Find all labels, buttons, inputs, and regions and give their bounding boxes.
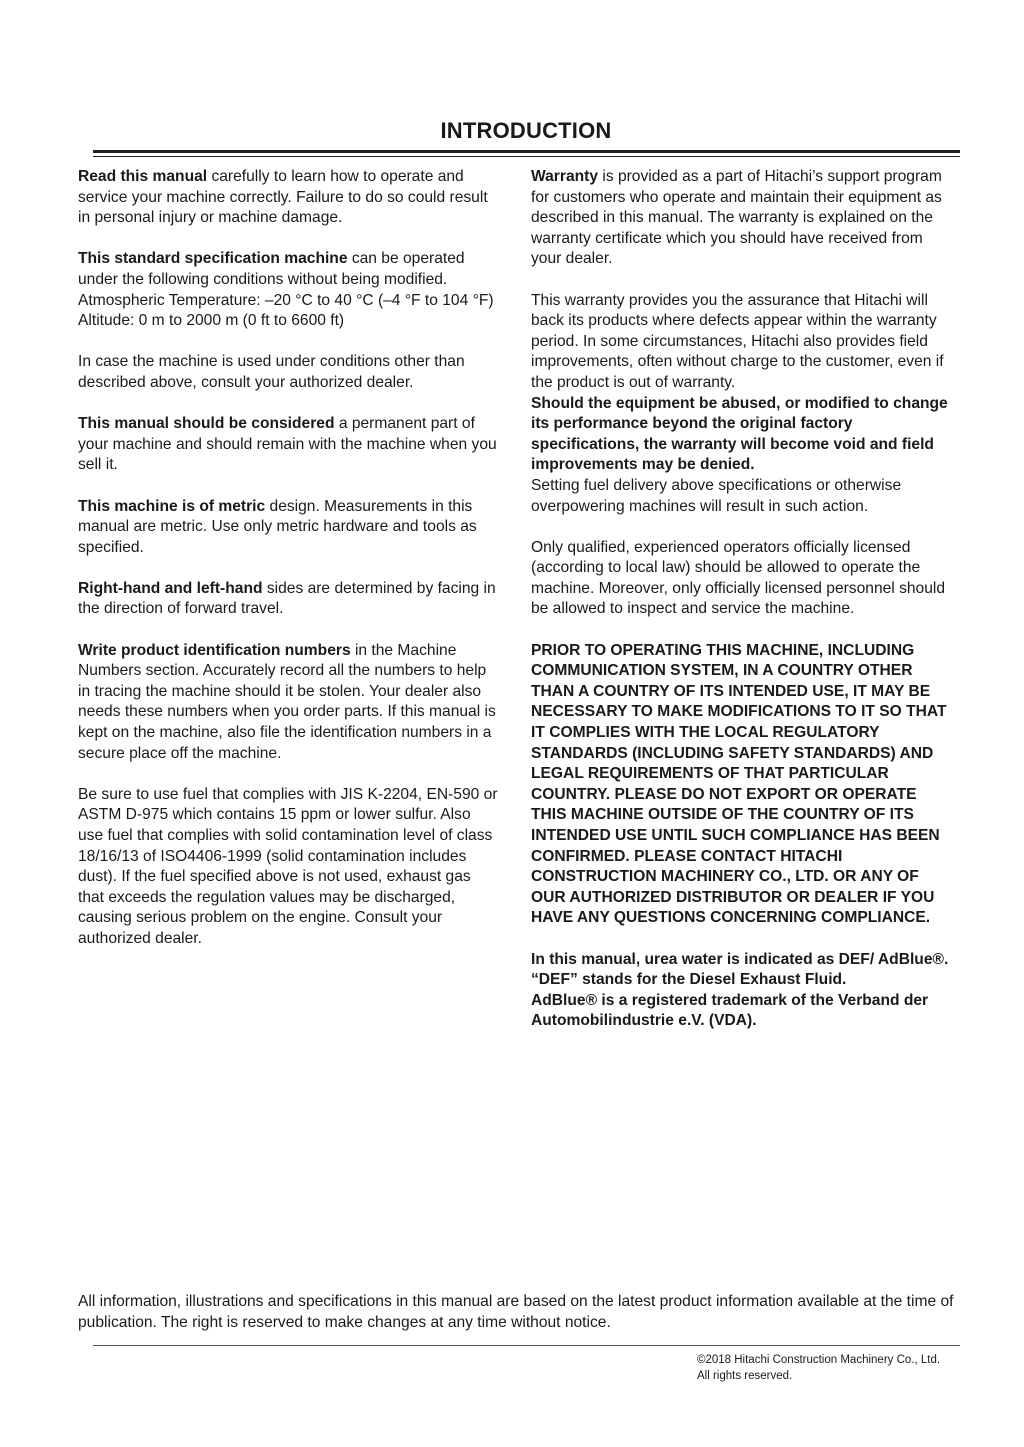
def-line: In this manual, urea water is indicated as DEF/ AdBlue®. bbox=[531, 950, 949, 968]
paragraph-lead: Read this manual bbox=[78, 168, 208, 185]
copyright-line: ©2018 Hitachi Construction Machinery Co., Ltd. bbox=[697, 1354, 941, 1366]
def-line: “DEF” stands for the Diesel Exhaust Fluid. bbox=[531, 971, 847, 989]
metric-design-paragraph bbox=[78, 497, 498, 559]
right-column bbox=[531, 167, 953, 1032]
title-rule-thick bbox=[93, 150, 960, 153]
paragraph-text: This warranty provides you the assurance that Hitachi will back its products where defects appear within the warranty period. In some circumstances, Hitachi also provides field improvements, often without charge to the customer, even if the product is out of warranty. bbox=[531, 291, 944, 391]
paragraph-text: design. Measurements in this manual are metric. Use only metric hardware and tools as specified. bbox=[78, 497, 477, 556]
fuel-paragraph: Be sure to use fuel that complies with JIS K-2204, EN-590 or ASTM D-975 which contains 15 ppm or lower sulfur. Also use fuel that complies with solid contamination level of class 18/16/13 of ISO4406-1999 (solid contamination includes dust). If the fuel specified above is not used, exhaust gas that exceeds the regulation values may be discharged, causing serious problem on the engine. Consult your authorized dealer. bbox=[78, 785, 498, 947]
paragraph-text: a permanent part of your machine and should remain with the machine when you sell it. bbox=[78, 415, 497, 474]
export-compliance-notice: PRIOR TO OPERATING THIS MACHINE, INCLUDING COMMUNICATION SYSTEM, IN A COUNTRY OTHER THAN A COUNTRY OF ITS INTENDED USE, IT MAY BE NECESSARY TO MAKE MODIFICATIONS TO IT SO THAT IT COMPLIES WITH THE LOCAL REGULATORY STANDARDS (INCLUDING SAFETY STANDARDS) AND LEGAL REQUIREMENTS OF THAT PARTICULAR COUNTRY. PLEASE DO NOT EXPORT OR OPERATE THIS MACHINE OUTSIDE OF THE COUNTRY OF ITS INTENDED USE UNTIL SUCH COMPLIANCE HAS BEEN CONFIRMED. PLEASE CONTACT HITACHI CONSTRUCTION MACHINERY CO., LTD. OR ANY OF OUR AUTHORIZED DISTRIBUTOR OR DEALER IF YOU HAVE ANY QUESTIONS CONCERNING COMPLIANCE. bbox=[531, 641, 947, 927]
paragraph-text: sides are determined by facing in the direction of forward travel. bbox=[78, 579, 496, 618]
paragraph-lead: Write product identification numbers bbox=[78, 641, 351, 659]
other-conditions-paragraph: In case the machine is used under conditions other than described above, consult your authorized dealer. bbox=[78, 353, 465, 391]
altitude-range: Altitude: 0 m to 2000 m (0 ft to 6600 ft) bbox=[78, 312, 345, 330]
standard-spec-paragraph bbox=[78, 249, 498, 331]
paragraph-text: can be operated under the following conditions without being modified. bbox=[78, 250, 465, 288]
paragraph-lead: This standard specification machine bbox=[78, 250, 348, 268]
qualified-operators-paragraph: Only qualified, experienced operators officially licensed (according to local law) should be allowed to operate the machine. Moreover, only officially licensed personnel should be allowed to inspect and service the machine. bbox=[531, 538, 946, 618]
sides-paragraph bbox=[78, 579, 498, 620]
identification-numbers-paragraph bbox=[78, 641, 498, 765]
warranty-assurance-paragraph bbox=[531, 291, 953, 518]
paragraph-lead: This manual should be considered bbox=[78, 415, 335, 433]
def-line: AdBlue® is a registered trademark of the Verband der Automobilindustrie e.V. (VDA). bbox=[531, 991, 929, 1030]
paragraph-text: carefully to learn how to operate and service your machine correctly. Failure to do so could result in personal injury or machine damage. bbox=[78, 168, 488, 227]
read-manual-paragraph bbox=[78, 167, 498, 229]
copyright-line: All rights reserved. bbox=[697, 1369, 793, 1382]
paragraph-lead: This machine is of metric bbox=[78, 497, 266, 515]
paragraph-lead: Warranty bbox=[531, 168, 599, 185]
paragraph-text: Setting fuel delivery above specifications or otherwise overpowering machines will result in such action. bbox=[531, 476, 902, 515]
paragraph-text: in the Machine Numbers section. Accurately record all the numbers to help in tracing the machine should it be stolen. Your dealer also needs these numbers when you order parts. If this manual is kept on the machine, also file the identification numbers in a secure place off the machine. bbox=[78, 641, 496, 762]
copyright bbox=[697, 1353, 967, 1384]
title-rule-thin bbox=[93, 156, 960, 157]
warranty-paragraph bbox=[531, 167, 953, 270]
permanent-part-paragraph bbox=[78, 414, 498, 476]
footer-notice: All information, illustrations and specifications in this manual are based on the latest product information available at the time of publication. The right is reserved to make changes at any time without notice. bbox=[78, 1293, 954, 1331]
paragraph-text: is provided as a part of Hitachi’s support program for customers who operate and maintain their equipment as described in this manual. The warranty is explained on the warranty certificate which you should have received from your dealer. bbox=[531, 168, 942, 268]
left-column bbox=[78, 167, 498, 950]
temperature-range: Atmospheric Temperature: –20 °C to 40 °C (–4 °F to 104 °F) bbox=[78, 291, 494, 309]
page-title: INTRODUCTION bbox=[440, 118, 612, 143]
footer-rule bbox=[93, 1345, 960, 1346]
paragraph-lead: Right-hand and left-hand bbox=[78, 579, 263, 597]
warranty-void-warning: Should the equipment be abused, or modified to change its performance beyond the original factory specifications, the warranty will become void and field improvements may be denied. bbox=[531, 394, 948, 474]
def-adblue-paragraph bbox=[531, 950, 953, 1032]
